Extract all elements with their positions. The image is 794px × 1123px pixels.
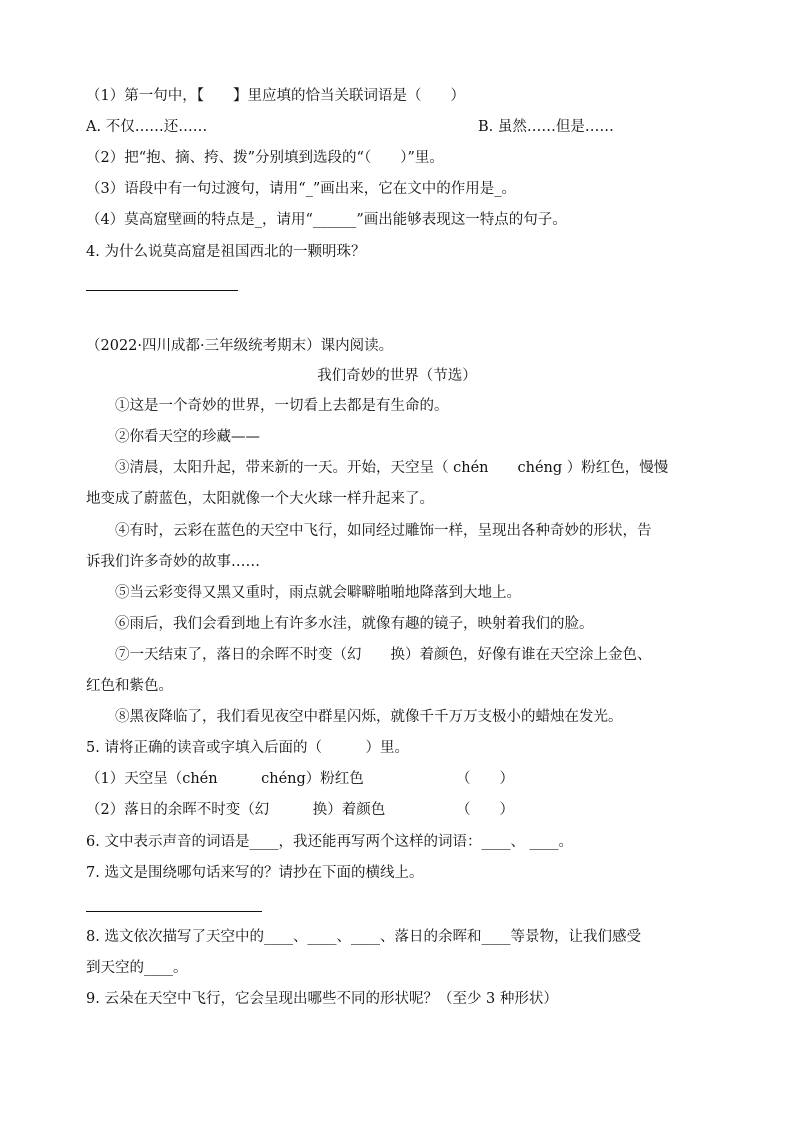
passage-line: ④有时，云彩在蓝色的天空中飞行，如同经过雕饰一样，呈现出各种奇妙的形状，告 xyxy=(115,523,652,539)
q8-line1: 8. 选文依次描写了天空中的____、____、____、落日的余晖和____等景物，让我们感受 xyxy=(86,929,641,945)
passage-line: ⑧黑夜降临了，我们看见夜空中群星闪烁，就像千千万万支极小的蜡烛在发光。 xyxy=(115,709,623,725)
q5-item-a-blank: （ ） xyxy=(456,771,514,787)
q5-item-b-blank: （ ） xyxy=(456,802,514,818)
passage-line: 地变成了蔚蓝色，太阳就像一个大火球一样升起来了。 xyxy=(86,491,434,507)
q7-stem: 7. 选文是围绕哪句话来写的？请抄在下面的横线上。 xyxy=(86,865,424,881)
passage-line: ①这是一个奇妙的世界，一切看上去都是有生命的。 xyxy=(115,398,449,414)
q4-answer-line xyxy=(86,290,238,291)
q4-stem: 4. 为什么说莫高窟是祖国西北的一颗明珠？ xyxy=(86,244,366,260)
passage-line: ②你看天空的珍藏—— xyxy=(115,429,260,445)
q8-line2: 到天空的____。 xyxy=(86,960,188,976)
q5-item-b: （2）落日的余晖不时变（幻 换）着颜色 xyxy=(86,802,386,818)
q5-item-a: （1）天空呈（chén chéng）粉红色 xyxy=(86,771,364,787)
source-label: （2022·四川成都·三年级统考期末）课内阅读。 xyxy=(86,338,394,354)
passage-line: ⑥雨后，我们会看到地上有许多水洼，就像有趣的镜子，映射着我们的脸。 xyxy=(115,616,594,632)
passage-line: ⑦一天结束了，落日的余晖不时变（幻 换）着颜色，好像有谁在天空涂上金色、 xyxy=(115,647,652,663)
passage-line: 诉我们许多奇妙的故事…… xyxy=(86,554,260,570)
q7-answer-line xyxy=(86,911,262,912)
q3-sub4: （4）莫高窟壁画的特点是_，请用“______”画出能够表现这一特点的句子。 xyxy=(86,212,567,228)
q3-sub3: （3）语段中有一句过渡句，请用“_”画出来，它在文中的作用是_。 xyxy=(86,181,517,197)
passage-line: 红色和紫色。 xyxy=(86,678,173,694)
passage-line: ⑤当云彩变得又黑又重时，雨点就会噼噼啪啪地降落到大地上。 xyxy=(115,585,521,601)
q6-stem: 6. 文中表示声音的词语是____，我还能再写两个这样的词语：____、 ____。 xyxy=(86,834,574,850)
q5-stem: 5. 请将正确的读音或字填入后面的（ ）里。 xyxy=(86,740,409,756)
q3-option-a: A. 不仅……还…… xyxy=(86,119,208,135)
passage-title: 我们奇妙的世界（节选） xyxy=(317,368,477,384)
passage-line: ③清晨，太阳升起，带来新的一天。开始，天空呈（ chén chéng ）粉红色，慢慢 xyxy=(115,460,669,476)
q3-option-b: B. 虽然……但是…… xyxy=(478,119,614,135)
q3-sub2: （2）把“抱、摘、挎、拨”分别填到选段的“（ ）”里。 xyxy=(86,150,444,166)
q9-stem: 9. 云朵在天空中飞行，它会呈现出哪些不同的形状呢？（至少 3 种形状） xyxy=(86,991,558,1007)
q3-sub1: （1）第一句中，【 】里应填的恰当关联词语是（ ） xyxy=(86,88,465,104)
